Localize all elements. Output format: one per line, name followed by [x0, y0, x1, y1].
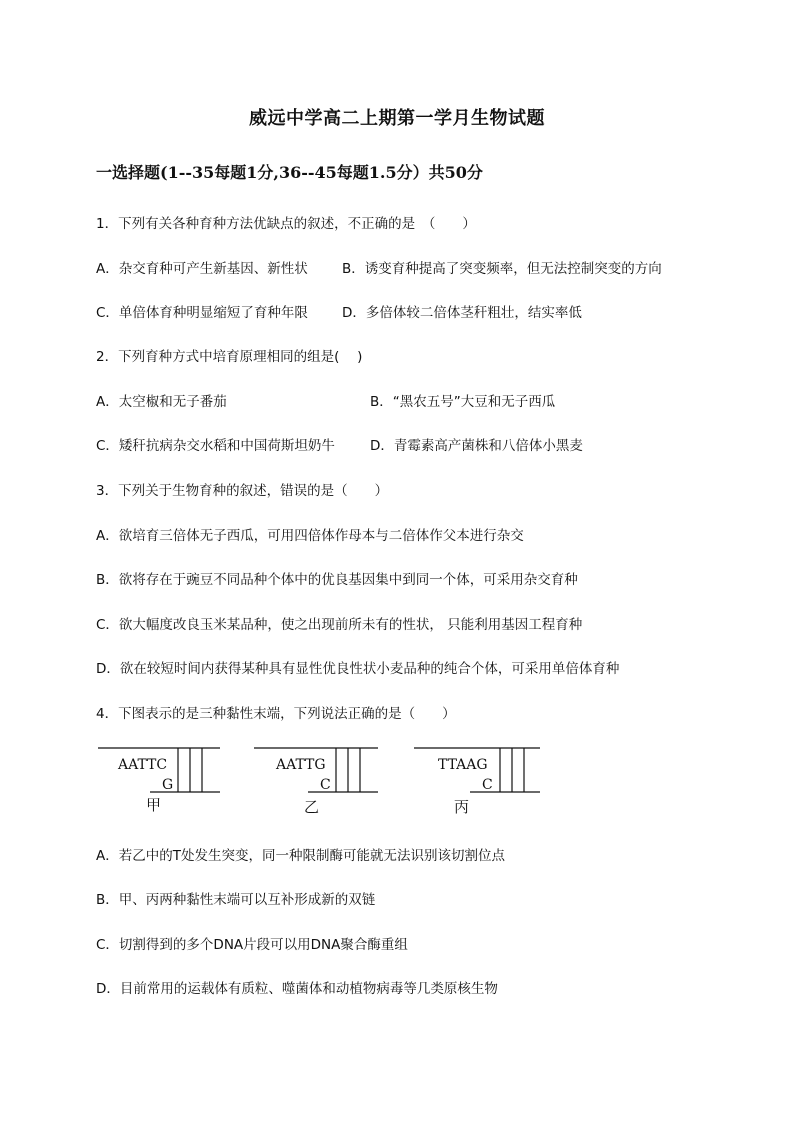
- question-4-option-b: B．甲、丙两种黏性末端可以互补形成新的双链: [96, 892, 376, 908]
- top-sequence: AATTC: [118, 757, 168, 773]
- question-1-option-b: B．诱变育种提高了突变频率，但无法控制突变的方向: [342, 261, 662, 277]
- question-1-option-d: D．多倍体较二倍体茎秆粗壮，结实率低: [342, 305, 582, 321]
- question-2-stem: 2．下列育种方式中培育原理相同的组是( ): [96, 349, 363, 365]
- question-3-option-c: C．欲大幅度改良玉米某品种，使之出现前所未有的性状， 只能利用基因工程育种: [96, 617, 583, 633]
- question-2-options-row-1: [96, 390, 556, 410]
- question-2-option-a: A．太空椒和无子番茄: [96, 394, 227, 410]
- exam-title: 威远中学高二上期第一学月生物试题: [249, 108, 545, 129]
- sticky-end-yi: [254, 748, 378, 816]
- top-sequence: AATTG: [276, 757, 326, 773]
- question-2-option-d: D．青霉素高产菌株和八倍体小黑麦: [370, 438, 583, 454]
- question-4-stem: 4．下图表示的是三种黏性末端，下列说法正确的是（ ）: [96, 706, 456, 722]
- question-3-option-b: B．欲将存在于豌豆不同品种个体中的优良基因集中到同一个体，可采用杂交育种: [96, 572, 578, 588]
- question-1-options-row-2: [96, 301, 582, 321]
- bottom-sequence: C: [482, 777, 493, 793]
- top-sequence: TTAAG: [438, 757, 488, 773]
- sticky-ends-diagram: [92, 744, 552, 824]
- sticky-end-bing: [414, 748, 540, 816]
- question-1-options-row-1: [96, 257, 662, 277]
- question-4-option-d: D．目前常用的运载体有质粒、噬菌体和动植物病毒等几类原核生物: [96, 981, 498, 997]
- figure-label: 乙: [304, 798, 320, 816]
- question-1-option-a: A．杂交育种可产生新基因、新性状: [96, 261, 308, 277]
- question-1-stem: 1．下列有关各种育种方法优缺点的叙述，不正确的是 （ ）: [96, 216, 476, 232]
- question-4-option-c: C．切割得到的多个DNA片段可以用DNA聚合酶重组: [96, 937, 408, 953]
- sticky-end-jia: [98, 748, 220, 814]
- question-3-stem: 3．下列关于生物育种的叙述，错误的是（ ）: [96, 483, 389, 499]
- figure-label: 丙: [454, 798, 470, 816]
- sticky-ends-figure: [92, 744, 552, 824]
- bottom-sequence: G: [162, 777, 174, 793]
- question-3-option-a: A．欲培育三倍体无子西瓜，可用四倍体作母本与二倍体作父本进行杂交: [96, 528, 524, 544]
- question-4-option-a: A．若乙中的T处发生突变，同一种限制酶可能就无法识别该切割位点: [96, 848, 505, 864]
- question-2-options-row-2: [96, 434, 583, 454]
- bottom-sequence: C: [320, 777, 331, 793]
- section-heading: 一选择题(1--35每题1分,36--45每题1.5分）共50分: [96, 163, 483, 182]
- question-2-option-b: B．“黑农五号”大豆和无子西瓜: [370, 394, 556, 410]
- question-2-option-c: C．矮秆抗病杂交水稻和中国荷斯坦奶牛: [96, 438, 335, 454]
- question-1-option-c: C．单倍体育种明显缩短了育种年限: [96, 305, 308, 321]
- figure-label: 甲: [146, 796, 162, 814]
- question-3-option-d: D．欲在较短时间内获得某种具有显性优良性状小麦品种的纯合个体，可采用单倍体育种: [96, 661, 620, 677]
